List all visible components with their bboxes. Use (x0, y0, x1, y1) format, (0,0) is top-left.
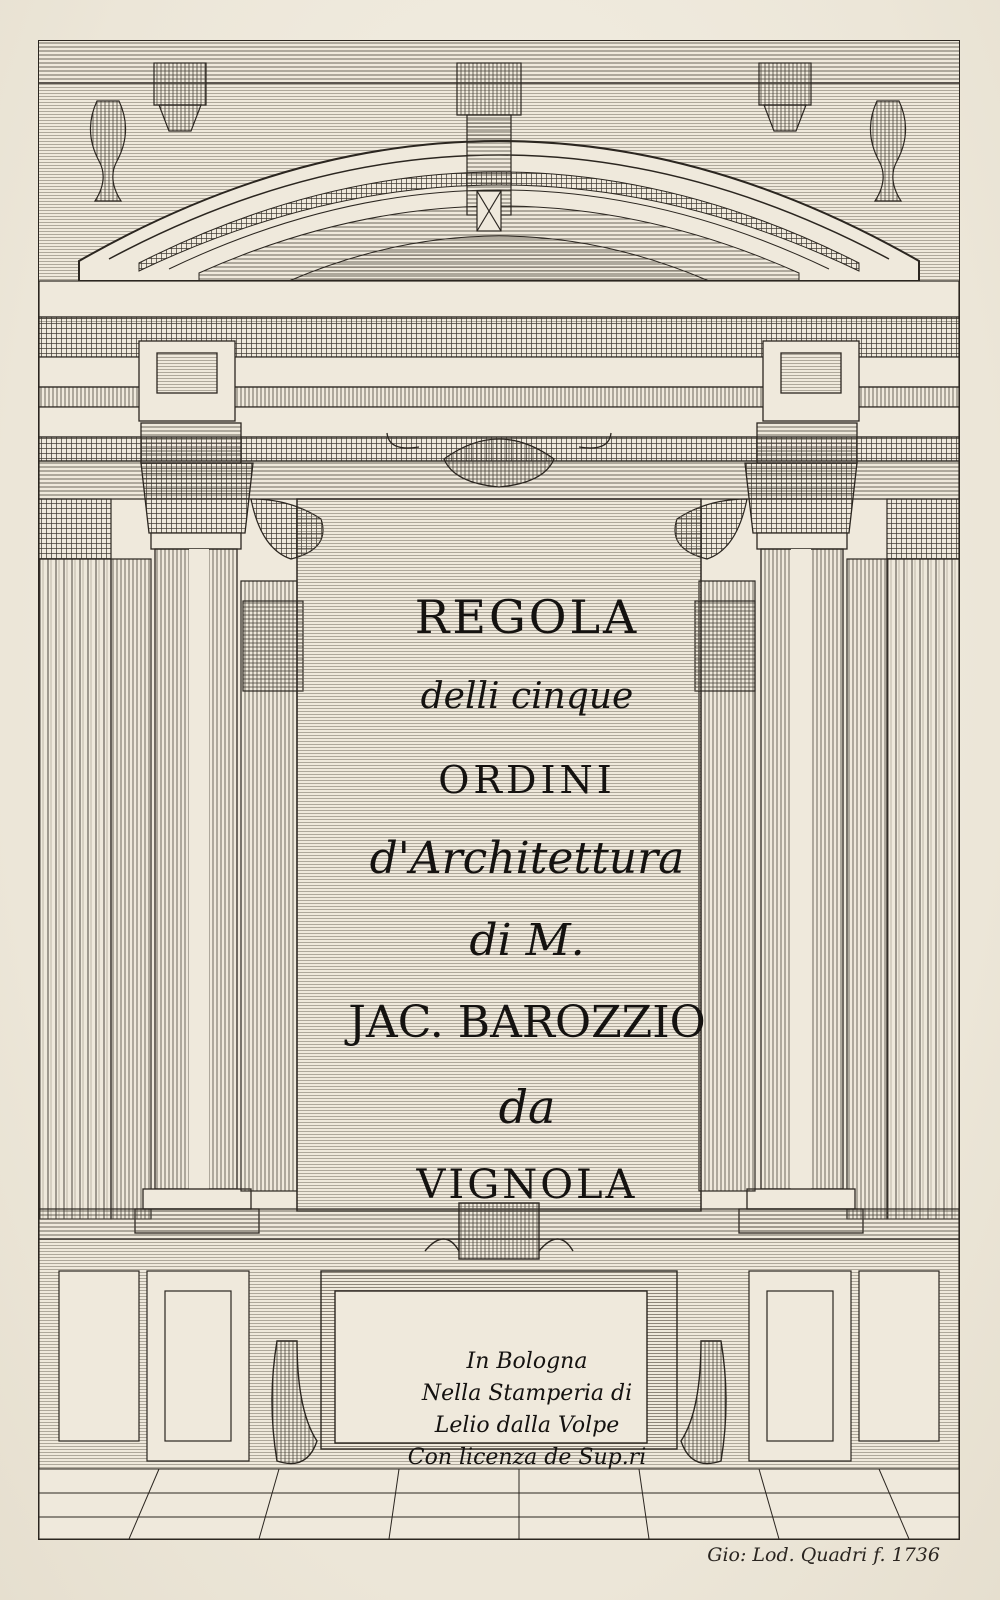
left-column (135, 341, 259, 1233)
keystone-ornament (457, 63, 521, 231)
title-vignola: VIGNOLA (416, 1162, 638, 1208)
engraver-signature: Gio: Lod. Quadri f. 1736 (707, 1544, 940, 1566)
imprint-license: Con licenza de Sup.ri (407, 1445, 647, 1470)
left-outer-pilaster (39, 499, 151, 1219)
title-ordini: ORDINI (438, 758, 616, 802)
title-di-m: di M. (469, 915, 585, 966)
title-da: da (498, 1080, 556, 1134)
imprint-press: Nella Stamperia di (421, 1381, 633, 1406)
engraved-plate (38, 40, 960, 1540)
right-outer-pilaster (847, 499, 959, 1219)
right-column (739, 341, 863, 1233)
imprint-cartouche (377, 1345, 677, 1483)
title-author-name: JAC. BAROZZIO (348, 997, 706, 1048)
imprint-printer: Lelio dalla Volpe (434, 1413, 620, 1438)
title-regola: REGOLA (414, 590, 640, 644)
title-delli-cinque: delli cinque (420, 676, 634, 717)
title-architettura: d'Architettura (369, 833, 685, 884)
title-tablet (337, 539, 717, 1251)
imprint-place: In Bologna (466, 1349, 588, 1374)
